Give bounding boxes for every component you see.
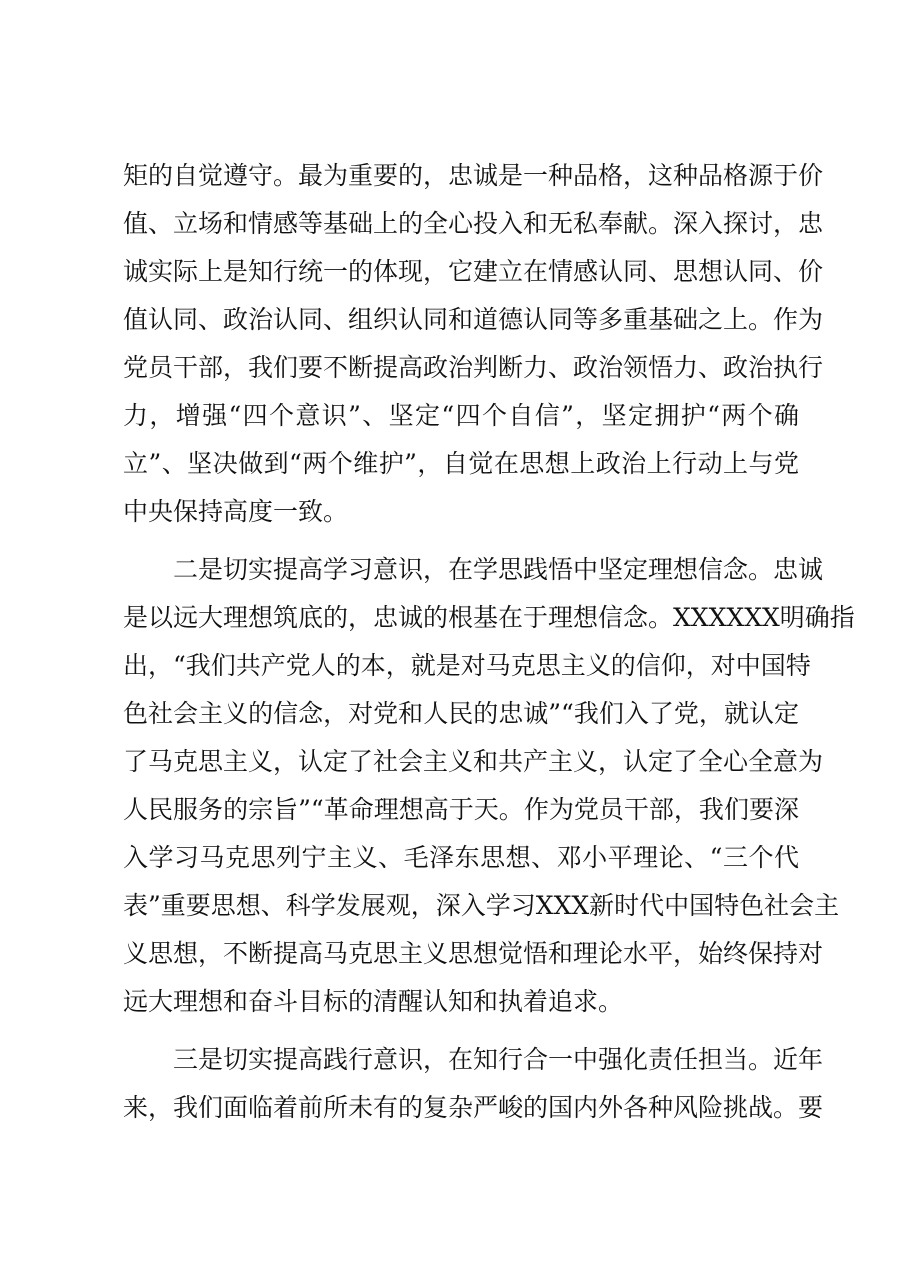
paragraph-3 (123, 1036, 824, 1132)
text-line: 诚实际上是知行统一的体现，它建立在情感认同、思想认同、价 (123, 257, 824, 286)
paragraph-spacer (123, 1026, 799, 1036)
text-line: 三是切实提高践行意识，在知行合一中强化责任担当。近年 (173, 1045, 824, 1074)
text-line: 了马克思主义，认定了社会主义和共产主义，认定了全心全意为 (123, 747, 824, 776)
text-line: 表”重要思想、科学发展观，深入学习XXX新时代中国特色社会主 (123, 891, 840, 920)
text-line: 中央保持高度一致。 (123, 497, 349, 526)
text-line: 义思想，不断提高马克思主义思想觉悟和理论水平，始终保持对 (123, 939, 824, 968)
text-line: 党员干部，我们要不断提高政治判断力、政治领悟力、政治执行 (123, 353, 824, 382)
paragraph-2 (123, 546, 855, 1026)
text-line: 力，增强“四个意识”、坚定“四个自信”，坚定拥护“两个确 (123, 401, 799, 430)
text-line: 色社会主义的信念，对党和人民的忠诚”“我们入了党，就认定 (123, 699, 799, 728)
text-line: 出，“我们共产党人的本，就是对马克思主义的信仰，对中国特 (123, 651, 811, 680)
text-line: 值、立场和情感等基础上的全心投入和无私奉献。深入探讨，忠 (123, 209, 824, 238)
text-line: 值认同、政治认同、组织认同和道德认同等多重基础之上。作为 (123, 305, 824, 334)
text-line: 二是切实提高学习意识，在学思践悟中坚定理想信念。忠诚 (173, 555, 824, 584)
text-line: 远大理想和奋斗目标的清醒认知和执着追求。 (123, 987, 624, 1016)
text-line: 立”、坚决做到“两个维护”，自觉在思想上政治上行动上与党 (123, 449, 799, 478)
text-line: 来，我们面临着前所未有的复杂严峻的国内外各种风险挑战。要 (123, 1093, 824, 1122)
text-line: 是以远大理想筑底的，忠诚的根基在于理想信念。XXXXXX明确指 (123, 603, 855, 632)
text-line: 矩的自觉遵守。最为重要的，忠诚是一种品格，这种品格源于价 (123, 161, 824, 190)
paragraph-1 (123, 152, 824, 536)
text-line: 入学习马克思列宁主义、毛泽东思想、邓小平理论、“三个代 (123, 843, 799, 872)
document-page (123, 152, 855, 1132)
paragraph-spacer (123, 536, 799, 546)
text-line: 人民服务的宗旨”“革命理想高于天。作为党员干部，我们要深 (123, 795, 799, 824)
